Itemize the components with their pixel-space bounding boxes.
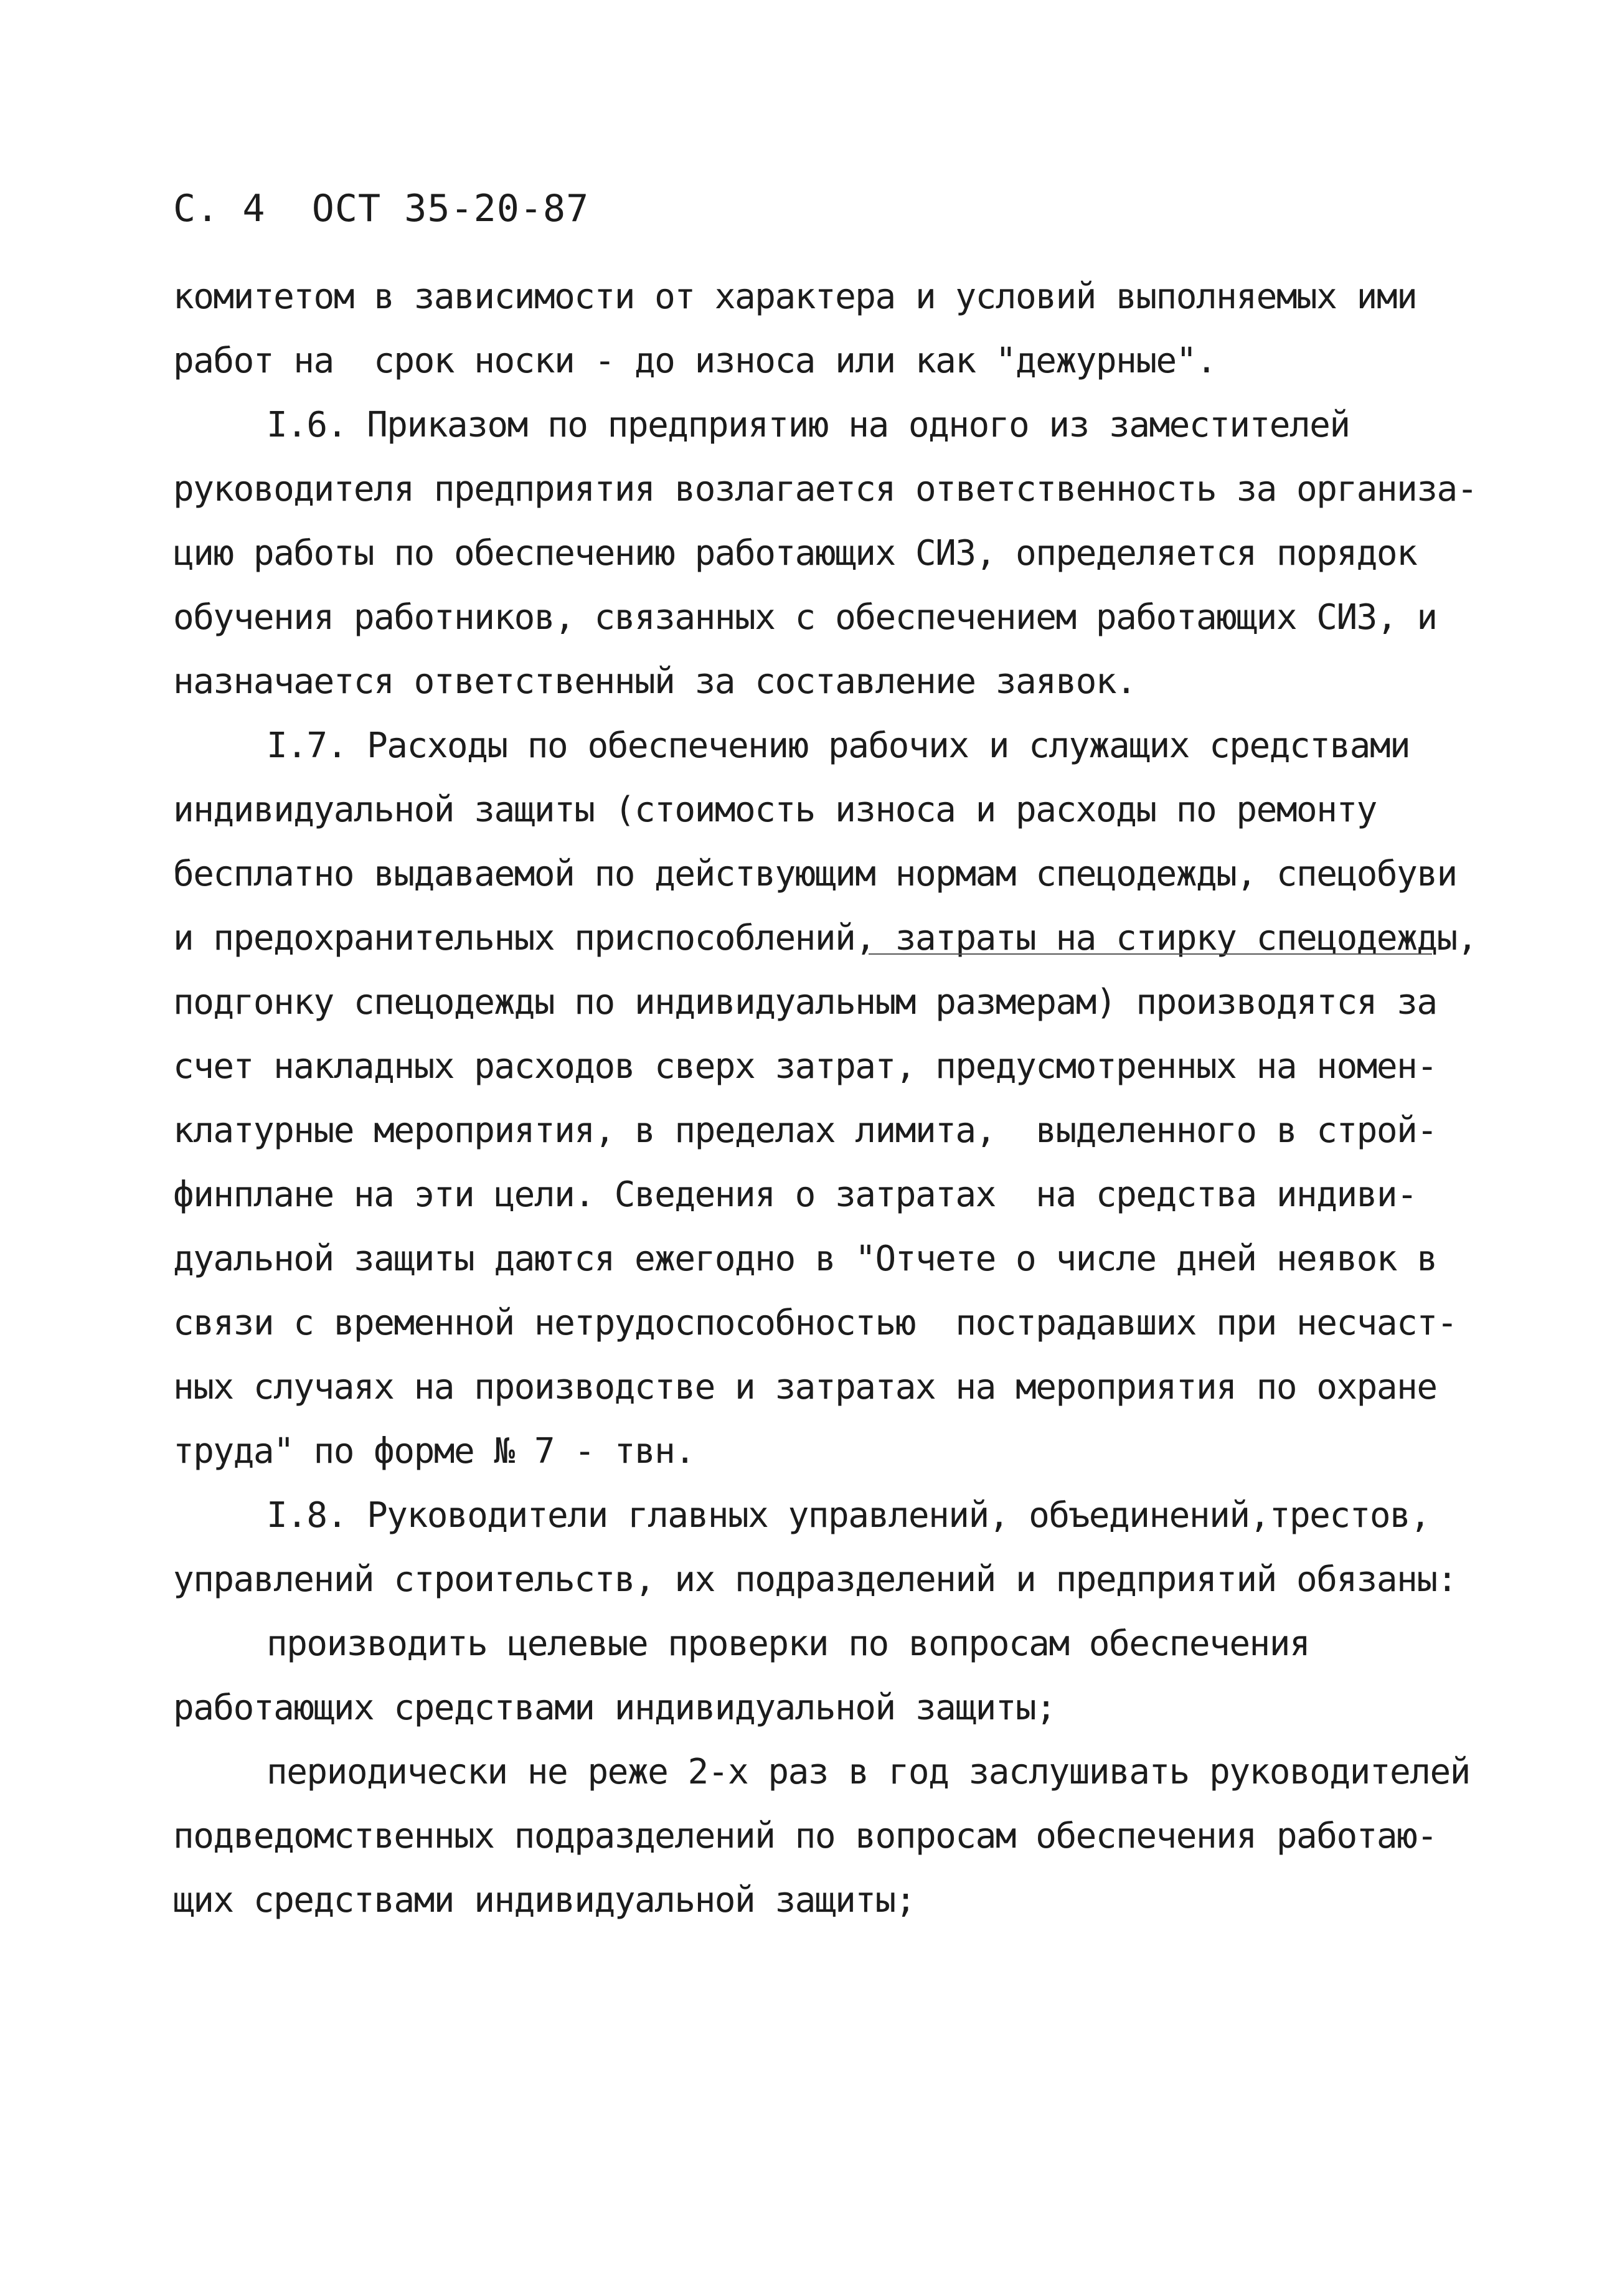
text-line: связи с временной нетрудоспособностью пострадавших при несчаст- xyxy=(173,1303,1457,1343)
text-line: труда" по форме № 7 - твн. xyxy=(173,1431,695,1472)
paragraph-1-7-start: I.7. Расходы по обеспечению рабочих и служащих средствами xyxy=(266,725,1410,766)
text-line: цию работы по обеспечению работающих СИЗ, определяется порядок xyxy=(173,533,1417,574)
text-line: назначается ответственный за составление заявок. xyxy=(173,661,1136,702)
text-line: и предохранительных приспособлений, затраты на стирку спецодежды, xyxy=(173,918,1477,958)
page-header: С. 4 ОСТ 35-20-87 xyxy=(173,187,590,230)
text-line: индивидуальной защиты (стоимость износа и расходы по ремонту xyxy=(173,790,1377,830)
text-line: бесплатно выдаваемой по действующим нормам спецодежды, спецобуви xyxy=(173,854,1457,894)
text-line: управлений строительств, их подразделений и предприятий обязаны: xyxy=(173,1559,1457,1600)
text-line: работающих средствами индивидуальной защиты; xyxy=(173,1688,1056,1728)
text-line: щих средствами индивидуальной защиты; xyxy=(173,1880,915,1920)
paragraph-1-8-start: I.8. Руководители главных управлений, объединений,трестов, xyxy=(266,1495,1430,1536)
text-line: счет накладных расходов сверх затрат, предусмотренных на номен- xyxy=(173,1046,1437,1087)
list-item-start: производить целевые проверки по вопросам обеспечения xyxy=(266,1623,1310,1664)
text-line: дуальной защиты даются ежегодно в "Отчете о числе дней неявок в xyxy=(173,1239,1437,1279)
text-line: подведомственных подразделений по вопросам обеспечения работаю- xyxy=(173,1816,1437,1856)
paragraph-1-6-start: I.6. Приказом по предприятию на одного из заместителей xyxy=(266,405,1350,445)
text-line: работ на срок носки - до износа или как "дежурные". xyxy=(173,341,1217,381)
document-body xyxy=(173,265,1477,1932)
text-line: финплане на эти цели. Сведения о затратах на средства индиви- xyxy=(173,1174,1417,1215)
text-line: ных случаях на производстве и затратах на мероприятия по охране xyxy=(173,1367,1437,1407)
text-line: обучения работников, связанных с обеспечением работающих СИЗ, и xyxy=(173,597,1437,638)
underline-mark xyxy=(869,953,1432,955)
list-item-start: периодически не реже 2-х раз в год заслушивать руководителей xyxy=(266,1752,1470,1792)
text-line: подгонку спецодежды по индивидуальным размерам) производятся за xyxy=(173,982,1437,1023)
text-line: клатурные мероприятия, в пределах лимита, выделенного в строй- xyxy=(173,1110,1437,1151)
text-line: руководителя предприятия возлагается ответственность за организа- xyxy=(173,469,1477,509)
text-line: комитетом в зависимости от характера и условий выполняемых ими xyxy=(173,276,1417,317)
